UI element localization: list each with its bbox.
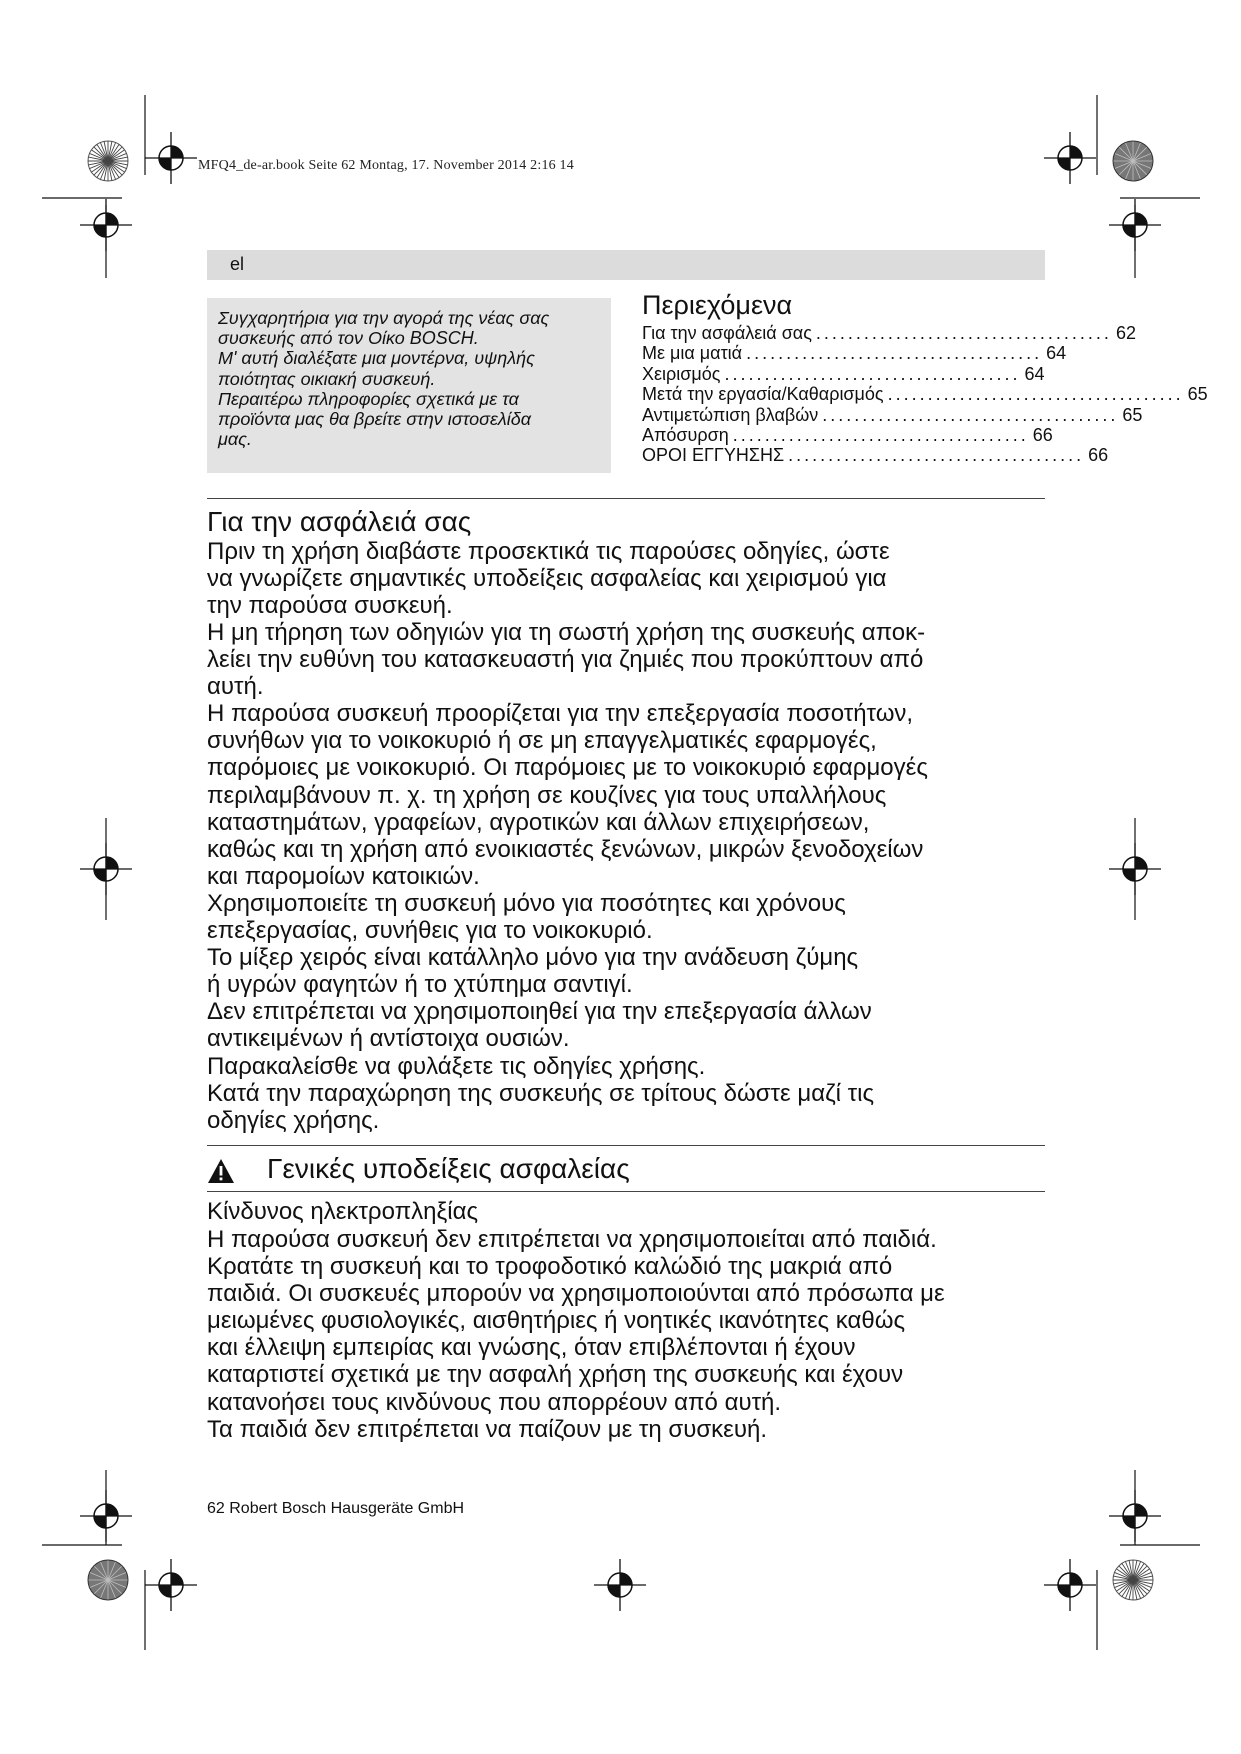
general-safety-heading	[207, 1153, 1045, 1189]
intro-text	[218, 308, 608, 449]
body-line: και παρομοίων κατοικιών.	[207, 862, 480, 890]
safety-lead	[207, 538, 1057, 619]
body-line: καταρτιστεί σχετικά με την ασφαλή χρήση της συσκευής και έχουν	[207, 1361, 904, 1389]
toc-entry-label: Απόσυρση	[642, 425, 729, 446]
general-safety-body	[207, 1226, 1057, 1443]
toc-entry[interactable]	[642, 323, 1136, 343]
toc-entry[interactable]	[642, 425, 1053, 446]
warning-triangle-icon	[207, 1158, 235, 1184]
body-line: και έλλειψη εμπειρίας και γνώσης, όταν επιβλέπονται ή έχουν	[207, 1334, 856, 1362]
toc-entry-label: ΟΡΟΙ ΕΓΓΥΗΣΗΣ	[642, 445, 785, 466]
toc-entry[interactable]	[642, 384, 1208, 405]
intro-line: συσκευής από τον Οίκο BOSCH.	[218, 328, 479, 349]
body-line: μειωμένες φυσιολογικές, αισθητήριες ή νοητικές ικανότητες καθώς	[207, 1307, 906, 1335]
section-divider	[207, 1191, 1045, 1192]
body-line: οδηγίες χρήσης.	[207, 1106, 380, 1134]
intro-box	[207, 298, 611, 473]
body-line: αντικειμένων ή αντίστοιχα ουσιών.	[207, 1025, 570, 1053]
body-line: παρόμοιες με νοικοκυριό. Οι παρόμοιες με το νοικοκυριό εφαρμογές	[207, 754, 928, 782]
lead-line: Πριν τη χρήση διαβάστε προσεκτικά τις παρούσες οδηγίες, ώστε	[207, 538, 890, 565]
section-divider	[207, 498, 1045, 499]
toc-entry[interactable]	[642, 445, 1109, 466]
toc-entry-label: Για την ασφάλειά σας	[642, 323, 812, 343]
body-line: περιλαμβάνουν π. χ. τη χρήση σε κουζίνες για τους υπαλλήλους	[207, 781, 887, 809]
intro-line: Μ' αυτή διαλέξατε μια μοντέρνα, υψηλής	[218, 348, 535, 369]
safety-body	[207, 619, 1057, 1134]
toc-entry-page: 64	[1024, 363, 1045, 384]
intro-line: Συγχαρητήρια για την αγορά της νέας σας	[218, 308, 550, 328]
body-line: Η παρούσα συσκευή δεν επιτρέπεται να χρησιμοποιείται από παιδιά.	[207, 1226, 937, 1253]
toc-leader: .....................................	[732, 425, 1029, 446]
toc-title: Περιεχόμενα	[642, 290, 793, 320]
body-line: Κατά την παραχώρηση της συσκευής σε τρίτους δώστε μαζί τις	[207, 1079, 875, 1107]
body-line: Η μη τήρηση των οδηγιών για τη σωστή χρήση της συσκευής αποκ-	[207, 619, 926, 646]
body-line: Κρατάτε τη συσκευή και το τροφοδοτικό καλώδιό της μακριά από	[207, 1253, 893, 1281]
body-line: συνήθων για το νοικοκυριό ή σε μη επαγγελματικές εφαρμογές,	[207, 727, 877, 755]
table-of-contents	[642, 323, 1208, 466]
body-line: κατανοήσει τους κινδύνους που απορρέουν από αυτή.	[207, 1388, 782, 1416]
toc-entry-page: 66	[1032, 425, 1053, 446]
toc-entry-label: Με μια ματιά	[642, 343, 743, 364]
body-line: καταστημάτων, γραφείων, αγροτικών και άλλων επιχειρήσεων,	[207, 808, 870, 836]
toc-leader: .....................................	[822, 404, 1119, 425]
lead-line: να γνωρίζετε σημαντικές υποδείξεις ασφαλείας και χειρισμού για	[207, 565, 887, 593]
body-line: Τα παιδιά δεν επιτρέπεται να παίζουν με τη συσκευή.	[207, 1415, 768, 1443]
body-line: αυτή.	[207, 673, 264, 701]
body-line: Η παρούσα συσκευή προορίζεται για την επεξεργασία ποσοτήτων,	[207, 700, 914, 728]
toc-entry-page: 65	[1122, 404, 1143, 425]
toc-entry-label: Χειρισμός	[642, 363, 721, 384]
lead-line: την παρούσα συσκευή.	[207, 592, 453, 620]
general-safety-title: Γενικές υποδείξεις ασφαλείας	[267, 1153, 630, 1184]
toc-entry-page: 65	[1187, 384, 1208, 405]
toc-leader: .....................................	[815, 323, 1112, 343]
toc-entry-label: Αντιμετώπιση βλαβών	[642, 404, 819, 425]
body-line: Το μίξερ χειρός είναι κατάλληλο μόνο για την ανάδευση ζύμης	[207, 944, 859, 972]
toc-entry-page: 64	[1046, 343, 1067, 364]
body-line: Παρακαλείσθε να φυλάξετε τις οδηγίες χρήσης.	[207, 1052, 706, 1080]
toc-leader: .....................................	[788, 445, 1085, 466]
body-line: καθώς και τη χρήση από ενοικιαστές ξενώνων, μικρών ξενοδοχείων	[207, 835, 924, 863]
body-line: Χρησιμοποιείτε τη συσκευή μόνο για ποσότητες και χρόνους	[207, 889, 846, 917]
toc-entry[interactable]	[642, 343, 1067, 364]
body-line: επεξεργασίας, συνήθεις για το νοικοκυριό.	[207, 917, 653, 945]
language-code: el	[230, 254, 245, 274]
electric-shock-subheading: Κίνδυνος ηλεκτροπληξίας	[207, 1198, 479, 1225]
intro-line: μας.	[218, 429, 252, 450]
section-divider	[207, 1145, 1045, 1146]
intro-line: ποιότητας οικιακή συσκευή.	[218, 368, 436, 389]
safety-section-title: Για την ασφάλειά σας	[207, 506, 472, 537]
book-info-header: MFQ4_de-ar.book Seite 62 Montag, 17. November 2014 2:16 14	[198, 158, 574, 173]
body-line: παιδιά. Οι συσκευές μπορούν να χρησιμοποιούνται από πρόσωπα με	[207, 1280, 945, 1308]
toc-entry[interactable]	[642, 363, 1045, 384]
body-line: Δεν επιτρέπεται να χρησιμοποιηθεί για την επεξεργασία άλλων	[207, 998, 872, 1026]
toc-leader: .....................................	[887, 384, 1184, 405]
intro-line: Περαιτέρω πληροφορίες σχετικά με τα	[218, 388, 519, 409]
toc-leader: .....................................	[724, 363, 1021, 384]
body-line: ή υγρών φαγητών ή το χτύπημα σαντιγί.	[207, 971, 633, 999]
toc-entry-page: 66	[1088, 445, 1109, 466]
toc-entry[interactable]	[642, 404, 1143, 425]
body-line: λείει την ευθύνη του κατασκευαστή για ζημιές που προκύπτουν από	[207, 646, 924, 674]
toc-entry-label: Μετά την εργασία/Καθαρισμός	[642, 384, 884, 405]
toc-leader: .....................................	[746, 343, 1043, 364]
page-footer: 62 Robert Bosch Hausgeräte GmbH	[207, 1500, 465, 1517]
language-bar	[207, 250, 1045, 280]
toc-entry-page: 62	[1115, 323, 1136, 343]
intro-line: προϊόντα μας θα βρείτε στην ιστοσελίδα	[218, 409, 532, 430]
